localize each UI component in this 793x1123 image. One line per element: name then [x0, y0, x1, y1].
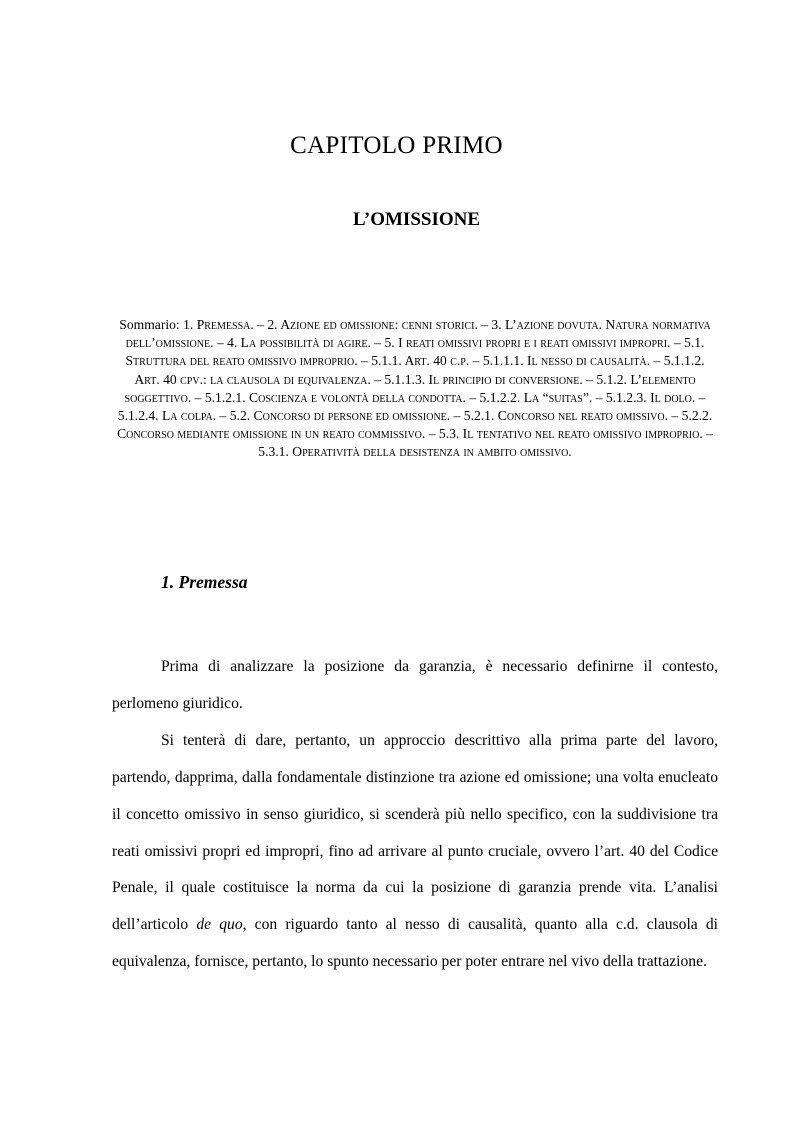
- section-heading: 1. Premessa: [161, 572, 248, 592]
- body-text: [112, 649, 718, 981]
- chapter-subtitle: L’OMISSIONE: [352, 209, 481, 230]
- summary-label: Sommario:: [119, 317, 184, 332]
- chapter-summary: [112, 316, 718, 462]
- paragraph-2-part-1: Si tenterà di dare, pertanto, un approccio descrittivo alla prima parte del lavoro, partendo, dapprima, dalla fondamentale distinzione tra azione ed omissione; una volta enucleato il concetto omissivo in senso giuridico, si scenderà più nello specifico, con la suddivisione tra reati omissivi propri ed impropri, fino ad arrivare al punto cruciale, ovvero l’art. 40 del Codice Penale, il quale costituisce la norma da cui la posizione di garanzia prende vita. L’analisi dell’articolo: [112, 731, 718, 934]
- latin-term: de quo: [196, 916, 243, 934]
- paragraph-2: [112, 723, 718, 981]
- summary-text: 1. Premessa. – 2. Azione ed omissione: cenni storici. – 3. L’azione dovuta. Natura normativa dell’omissione. – 4. La possibilità di agire. – 5. I reati omissivi propri e i reati omissivi impropri. – 5.1. Struttura del reato omissivo improprio. – 5.1.1. Art. 40 c.p. – 5.1.1.1. Il nesso di causalità. – 5.1.1.2. Art. 40 cpv.: la clausola di equivalenza. – 5.1.1.3. Il principio di conversione. – 5.1.2. L’elemento soggettivo. – 5.1.2.1. Coscienza e volontà della condotta. – 5.1.2.2. La “suitas”. – 5.1.2.3. Il dolo. – 5.1.2.4. La colpa. – 5.2. Concorso di persone ed omissione. – 5.2.1. Concorso nel reato omissivo. – 5.2.2. Concorso mediante omissione in un reato commissivo. – 5.3. Il tentativo nel reato omissivo improprio. – 5.3.1. Operatività della desistenza in ambito omissivo.: [117, 317, 713, 460]
- paragraph-1: Prima di analizzare la posizione da garanzia, è necessario definirne il contesto, perlomeno giuridico.: [112, 658, 718, 712]
- paragraph-2-part-2: , con riguardo tanto al nesso di causalità, quanto alla c.d. clausola di equivalenza, fornisce, pertanto, lo spunto necessario per poter entrare nel vivo della trattazione.: [112, 916, 718, 971]
- chapter-title: CAPITOLO PRIMO: [290, 132, 503, 159]
